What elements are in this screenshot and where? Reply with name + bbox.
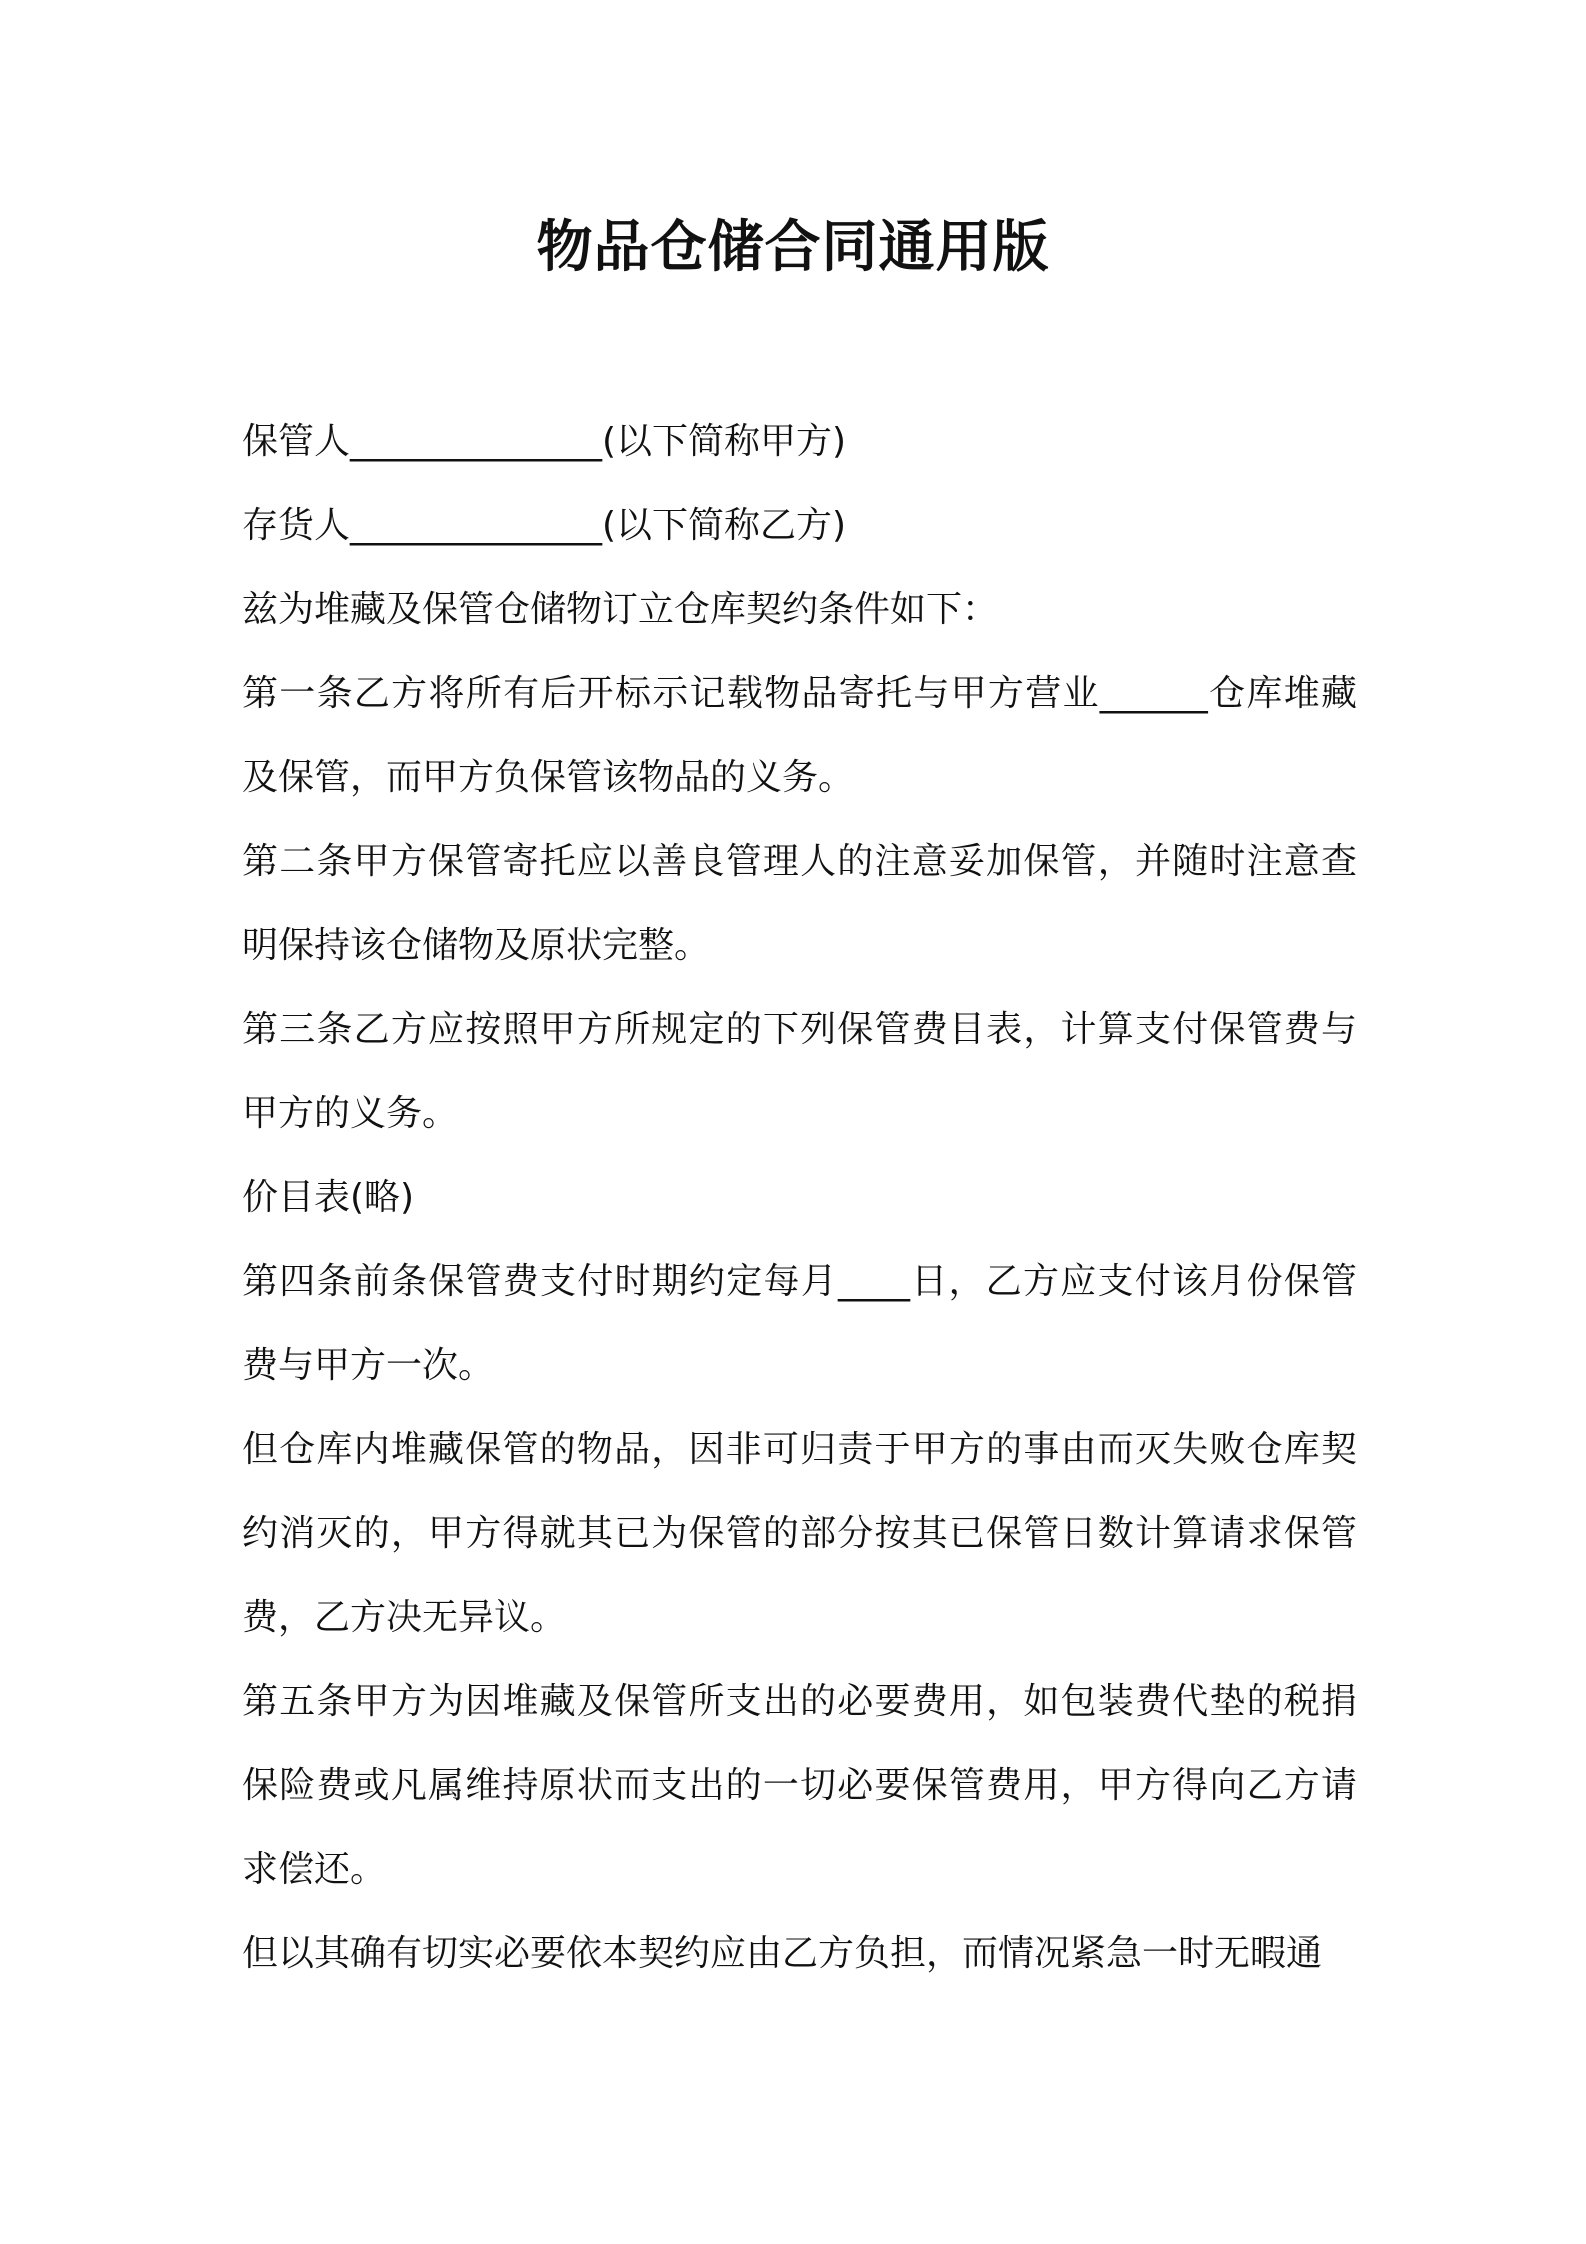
price-list-note: 价目表(略) [242,1177,415,1218]
article-1-paragraph: 第一条乙方将所有后开标示记载物品寄托与甲方营业______仓库堆藏及保管，而甲方负保管该物品的义务。 [242,673,1357,798]
article-3-paragraph: 第三条乙方应按照甲方所规定的下列保管费目表，计算支付保管费与甲方的义务。 [242,1009,1357,1134]
article-5-proviso-paragraph: 但以其确有切实必要依本契约应由乙方负担，而情况紧急一时无暇通 [242,1933,1323,1974]
document-body [242,400,1357,1996]
article-2-paragraph: 第二条甲方保管寄托应以善良管理人的注意妥加保管，并随时注意查明保持该仓储物及原状完整。 [242,841,1357,966]
article-5-paragraph: 第五条甲方为因堆藏及保管所支出的必要费用，如包装费代垫的税捐保险费或凡属维持原状而支出的一切必要保管费用，甲方得向乙方请求偿还。 [242,1681,1357,1890]
party-keeper-line: 保管人______________(以下简称甲方) [242,421,847,462]
article-4-paragraph: 第四条前条保管费支付时期约定每月____日，乙方应支付该月份保管费与甲方一次。 [242,1261,1357,1386]
preamble-paragraph: 兹为堆藏及保管仓储物订立仓库契约条件如下： [242,589,999,630]
document-title: 物品仓储合同通用版 [536,215,1050,280]
party-depositor-line: 存货人______________(以下简称乙方) [242,505,847,546]
article-4-proviso-paragraph: 但仓库内堆藏保管的物品，因非可归责于甲方的事由而灭失败仓库契约消灭的，甲方得就其已为保管的部分按其已保管日数计算请求保管费，乙方决无异议。 [242,1429,1357,1638]
